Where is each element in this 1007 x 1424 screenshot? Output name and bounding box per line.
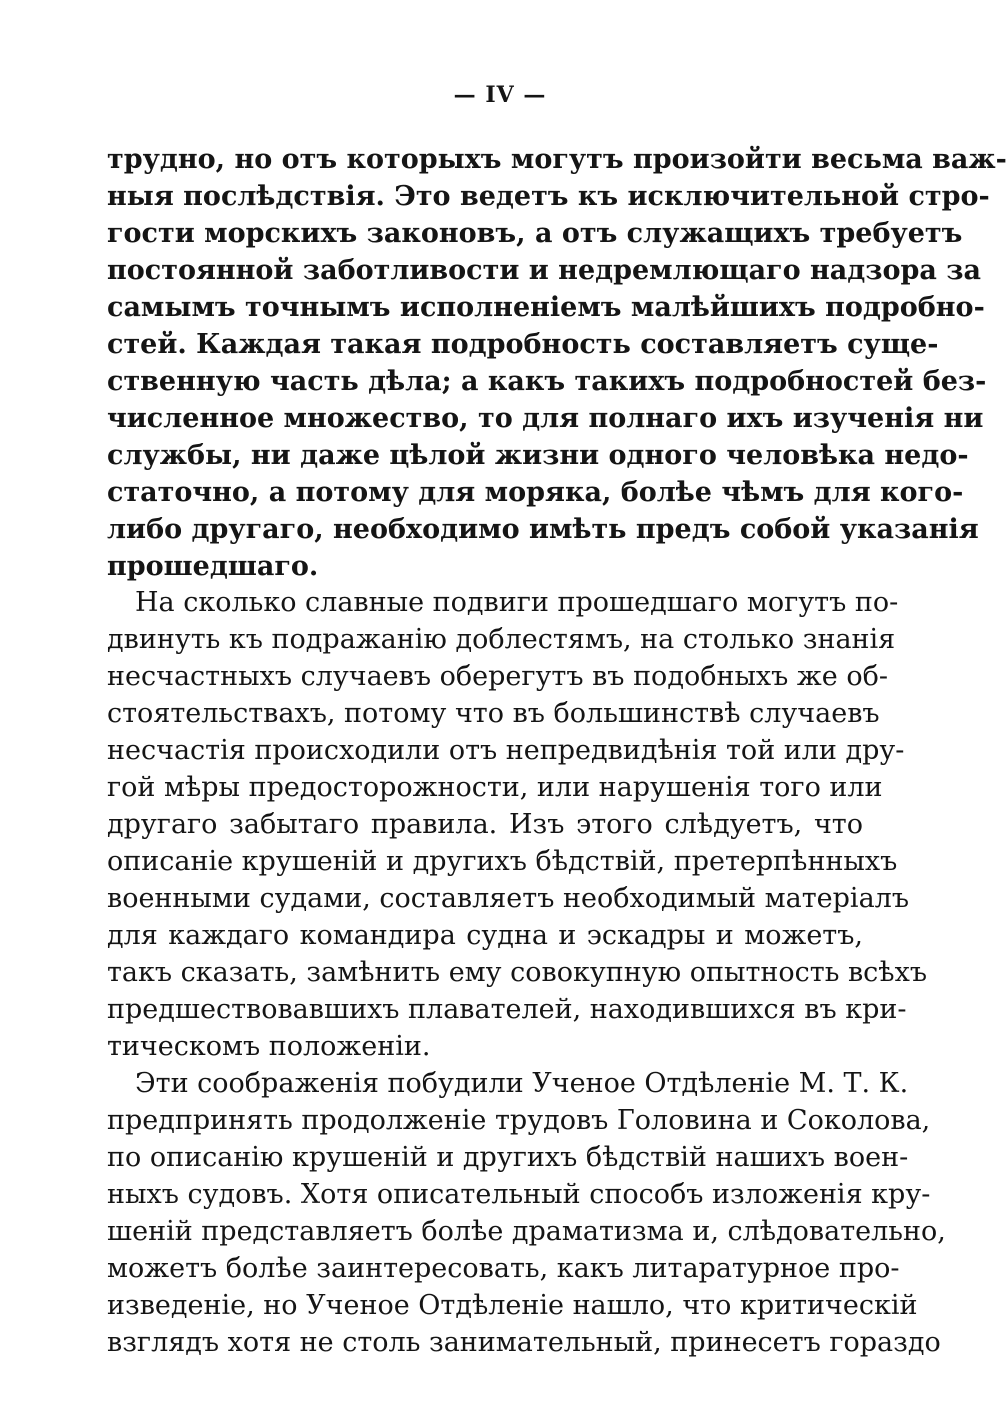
text-line: ныхъ судовъ. Хотя описательный способъ изложенія кру- [107, 1179, 931, 1210]
text-line: предшествовавшихъ плавателей, находившихся въ кри- [107, 994, 907, 1025]
text-line: военными судами, составляетъ необходимый матеріалъ [107, 883, 909, 914]
text-line: либо другаго, необходимо имѣть предъ собой указанія [107, 514, 979, 545]
text-line: такъ сказать, замѣнить ему совокупную опытность всѣхъ [107, 957, 927, 988]
text-line: шеній представляетъ болѣе драматизма и, слѣдовательно, [107, 1216, 946, 1247]
text-line: ныя послѣдствія. Это ведетъ къ исключительной стро- [107, 181, 990, 212]
text-line: тическомъ положеніи. [107, 1031, 431, 1062]
text-line: можетъ болѣе заинтересовать, какъ литаратурное про- [107, 1253, 900, 1284]
text-line: предпринять продолженіе трудовъ Головина и Соколова, [107, 1105, 931, 1136]
text-line: прошедшаго. [107, 551, 319, 582]
text-line: изведеніе, но Ученое Отдѣленіе нашло, что критическій [107, 1290, 918, 1321]
text-line: стей. Каждая такая подробность составляетъ суще- [107, 329, 939, 360]
page-number: — IV — [453, 82, 547, 108]
text-line: другаго забытаго правила. Изъ этого слѣдуетъ, что [107, 809, 863, 840]
text-line: Эти соображенія побудили Ученое Отдѣленіе М. Т. К. [135, 1068, 909, 1099]
text-line: гости морскихъ законовъ, а отъ служащихъ требуетъ [107, 218, 963, 249]
text-line: статочно, а потому для моряка, болѣе чѣмъ для кого- [107, 477, 964, 508]
text-line: несчастныхъ случаевъ оберегутъ въ подобныхъ же об- [107, 661, 888, 692]
text-line: по описанію крушеній и другихъ бѣдствій нашихъ воен- [107, 1142, 909, 1173]
text-line: описаніе крушеній и другихъ бѣдствій, претерпѣнныхъ [107, 846, 898, 877]
text-line: самымъ точнымъ исполненіемъ малѣйшихъ подробно- [107, 292, 985, 323]
text-line: постоянной заботливости и недремлющаго надзора за [107, 255, 982, 286]
text-line: взглядъ хотя не столь занимательный, принесетъ гораздо [107, 1327, 941, 1358]
text-line: гой мѣры предосторожности, или нарушенія того или [107, 772, 883, 803]
text-line: двинуть къ подражанію доблестямъ, на столько знанія [107, 624, 896, 655]
text-line: несчастія происходили отъ непредвидѣнія той или дру- [107, 735, 905, 766]
text-line: численное множество, то для полнаго ихъ изученія ни [107, 403, 984, 434]
text-line: стоятельствахъ, потому что въ большинствѣ случаевъ [107, 698, 880, 729]
text-line: На сколько славные подвиги прошедшаго могутъ по- [135, 587, 899, 618]
text-line: службы, ни даже цѣлой жизни одного человѣка недо- [107, 440, 969, 471]
text-line: ственную часть дѣла; а какъ такихъ подробностей без- [107, 366, 987, 397]
text-line: трудно, но отъ которыхъ могутъ произойти весьма важ- [107, 144, 1007, 175]
text-line: для каждаго командира судна и эскадры и можетъ, [107, 920, 863, 951]
